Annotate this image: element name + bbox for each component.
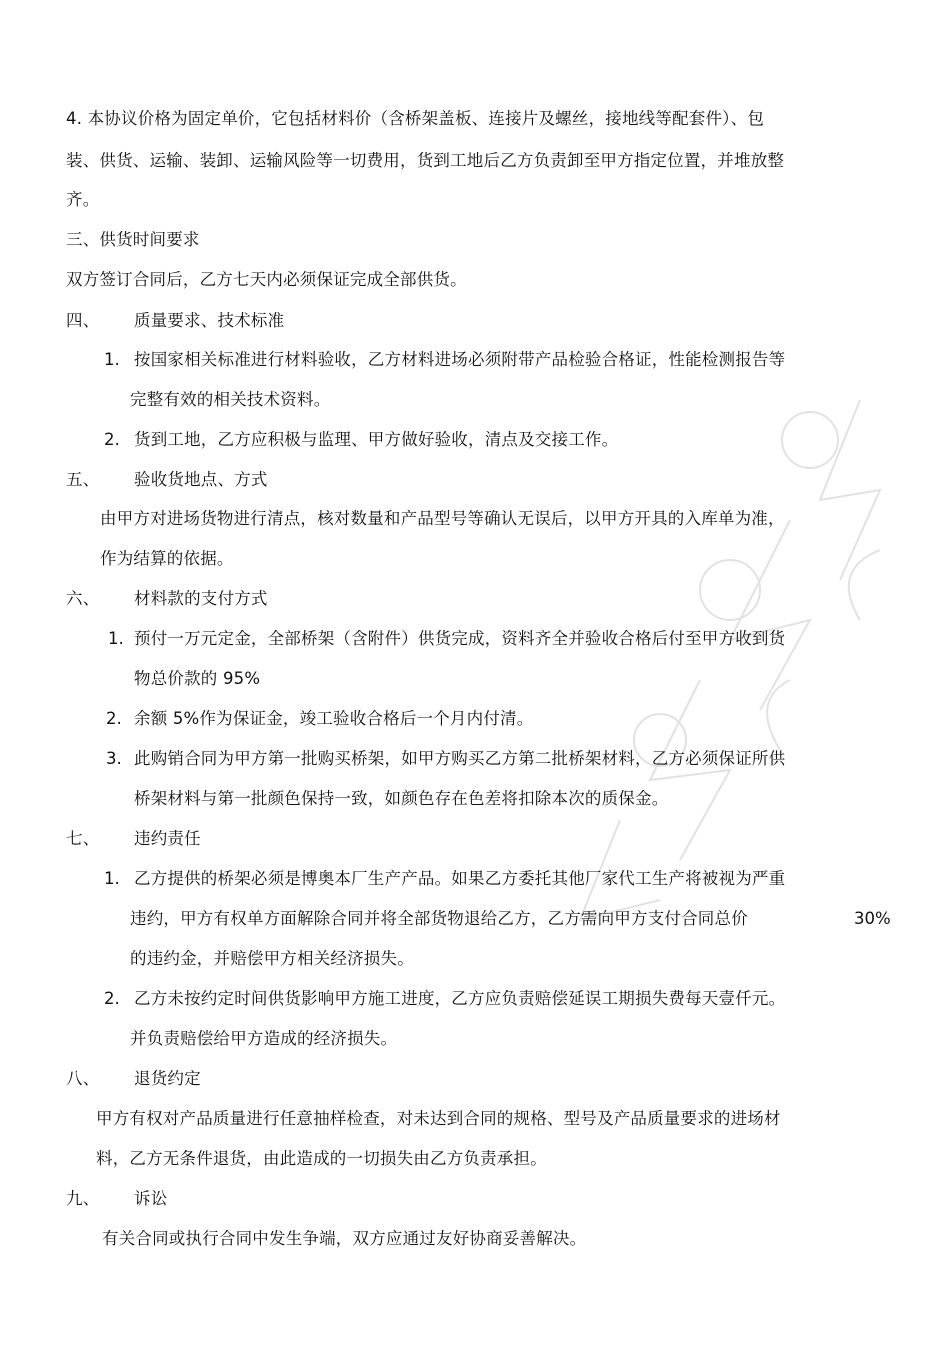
section6-item1-line1: 预付一万元定金，全部桥架（含附件）供货完成，资料齐全并验收合格后付至甲方收到货 xyxy=(134,629,786,648)
section6-item3-line1: 此购销合同为甲方第一批购买桥架，如甲方购买乙方第二批桥架材料，乙方必须保证所供 xyxy=(134,749,786,768)
section9-title: 诉讼 xyxy=(134,1189,168,1208)
section7-item2-line2: 并负责赔偿给甲方造成的经济损失。 xyxy=(130,1029,398,1048)
section4-item2-number: 2. xyxy=(104,430,120,449)
section4-item1-number: 1. xyxy=(104,350,120,369)
section7-item1-line2: 违约，甲方有权单方面解除合同并将全部货物退给乙方，乙方需向甲方支付合同总价 xyxy=(130,909,748,928)
section6-item2-line1: 余额 5%作为保证金，竣工验收合格后一个月内付清。 xyxy=(134,709,534,728)
section6-item3-line2: 桥架材料与第一批颜色保持一致，如颜色存在色差将扣除本次的质保金。 xyxy=(134,789,669,808)
section7-item2-number: 2. xyxy=(104,989,120,1008)
section4-item1-line2: 完整有效的相关技术资料。 xyxy=(130,390,331,409)
clause4-line2: 装、供货、运输、装卸、运输风险等一切费用，货到工地后乙方负责卸至甲方指定位置，并堆放整 xyxy=(66,151,785,170)
section4-number: 四、 xyxy=(66,311,100,330)
section7-item1-percent: 30% xyxy=(854,909,891,928)
section5-line1: 由甲方对进场货物进行清点，核对数量和产品型号等确认无误后，以甲方开具的入库单为准， xyxy=(100,509,785,528)
section7-item1-line3: 的违约金，并赔偿甲方相关经济损失。 xyxy=(130,949,414,968)
section7-number: 七、 xyxy=(66,829,100,848)
section4-title: 质量要求、技术标准 xyxy=(134,311,285,330)
section8-number: 八、 xyxy=(66,1069,100,1088)
section7-title: 违约责任 xyxy=(134,829,201,848)
section3-heading: 三、供货时间要求 xyxy=(66,230,200,249)
section6-item2-number: 2. xyxy=(106,709,122,728)
watermark-graphic xyxy=(560,380,920,940)
section8-title: 退货约定 xyxy=(134,1069,201,1088)
clause4-line1: 4. 本协议价格为固定单价，它包括材料价（含桥架盖板、连接片及螺丝，接地线等配套件）、包 xyxy=(66,109,765,128)
section6-item1-number: 1. xyxy=(108,629,124,648)
section6-item1-line2: 物总价款的 95% xyxy=(134,669,261,688)
section7-item2-line1: 乙方未按约定时间供货影响甲方施工进度，乙方应负责赔偿延误工期损失费每天壹仟元。 xyxy=(134,989,786,1008)
section5-title: 验收货地点、方式 xyxy=(134,470,268,489)
clause4-line3: 齐。 xyxy=(66,190,100,209)
section3-body: 双方签订合同后，乙方七天内必须保证完成全部供货。 xyxy=(66,270,467,289)
section5-number: 五、 xyxy=(66,470,100,489)
section4-item2-line1: 货到工地，乙方应积极与监理、甲方做好验收，清点及交接工作。 xyxy=(134,430,619,449)
section9-number: 九、 xyxy=(66,1189,100,1208)
section8-line1: 甲方有权对产品质量进行任意抽样检查，对未达到合同的规格、型号及产品质量要求的进场材 xyxy=(96,1109,781,1128)
section7-item1-line1: 乙方提供的桥架必须是博奥本厂生产产品。如果乙方委托其他厂家代工生产将被视为严重 xyxy=(134,869,786,888)
section6-number: 六、 xyxy=(66,589,100,608)
section6-item3-number: 3. xyxy=(106,749,122,768)
section8-line2: 料，乙方无条件退货，由此造成的一切损失由乙方负责承担。 xyxy=(96,1149,547,1168)
section9-line1: 有关合同或执行合同中发生争端，双方应通过友好协商妥善解决。 xyxy=(102,1229,587,1248)
section5-line2: 作为结算的依据。 xyxy=(100,549,234,568)
section4-item1-line1: 按国家相关标准进行材料验收，乙方材料进场必须附带产品检验合格证，性能检测报告等 xyxy=(134,350,786,369)
section7-item1-number: 1. xyxy=(104,869,120,888)
section6-title: 材料款的支付方式 xyxy=(134,589,268,608)
